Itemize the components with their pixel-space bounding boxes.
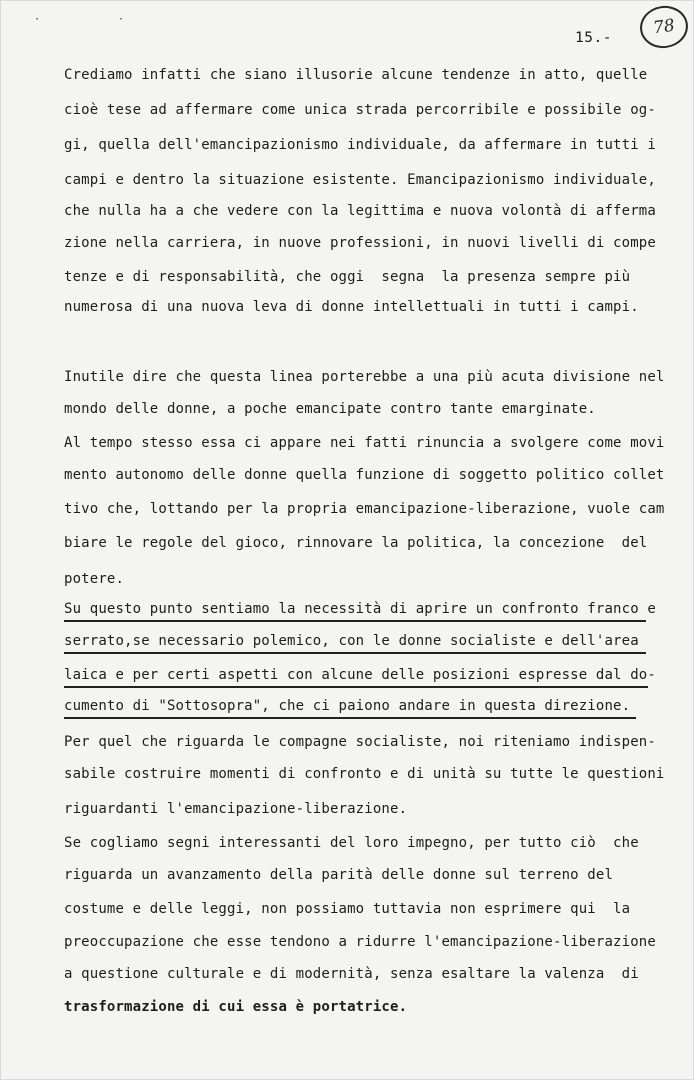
underlined-line: laica e per certi aspetti con alcune delle posizioni espresse dal do-: [64, 667, 656, 683]
underlined-line: Su questo punto sentiamo la necessità di aprire un confronto franco e: [64, 601, 656, 617]
underline-rule: [64, 620, 646, 622]
text-line: Se cogliamo segni interessanti del loro impegno, per tutto ciò che: [64, 835, 639, 851]
text-line: numerosa di una nuova leva di donne intellettuali in tutti i campi.: [64, 299, 639, 315]
scan-specks: · ·: [34, 14, 161, 25]
text-line: mondo delle donne, a poche emancipate contro tante emarginate.: [64, 401, 596, 417]
underlined-line: cumento di "Sottosopra", che ci paiono andare in questa direzione.: [64, 698, 631, 714]
text-line: Per quel che riguarda le compagne socialiste, noi riteniamo indispen-: [64, 734, 656, 750]
underline-rule: [64, 686, 648, 688]
text-line: gi, quella dell'emancipazionismo individuale, da affermare in tutti i: [64, 137, 656, 153]
text-line: Inutile dire che questa linea porterebbe a una più acuta divisione nel: [64, 369, 665, 385]
text-line: costume e delle leggi, non possiamo tuttavia non esprimere qui la: [64, 901, 631, 917]
text-line: cioè tese ad affermare come unica strada percorribile e possibile og-: [64, 102, 656, 118]
text-line: trasformazione di cui essa è portatrice.: [64, 999, 408, 1015]
text-line: mento autonomo delle donne quella funzione di soggetto politico collet: [64, 467, 665, 483]
page-number: 15.-: [575, 30, 612, 46]
text-line: Al tempo stesso essa ci appare nei fatti rinuncia a svolgere come movi: [64, 435, 665, 451]
text-line: potere.: [64, 571, 125, 587]
underlined-line: serrato,se necessario polemico, con le donne socialiste e dell'area: [64, 633, 639, 649]
text-line: tivo che, lottando per la propria emancipazione-liberazione, vuole cam: [64, 501, 665, 517]
text-line: Crediamo infatti che siano illusorie alcune tendenze in atto, quelle: [64, 67, 648, 83]
text-line: che nulla ha a che vedere con la legittima e nuova volontà di afferma: [64, 203, 656, 219]
text-line: campi e dentro la situazione esistente. Emancipazionismo individuale,: [64, 172, 656, 188]
handwritten-folio-number: 78: [637, 3, 690, 51]
text-line: preoccupazione che esse tendono a ridurre l'emancipazione-liberazione: [64, 934, 656, 950]
underline-rule: [64, 717, 636, 719]
text-line: a questione culturale e di modernità, senza esaltare la valenza di: [64, 966, 639, 982]
underline-rule: [64, 652, 646, 654]
text-line: sabile costruire momenti di confronto e di unità su tutte le questioni: [64, 766, 665, 782]
text-line: tenze e di responsabilità, che oggi segna la presenza sempre più: [64, 269, 631, 285]
text-line: riguardanti l'emancipazione-liberazione.: [64, 801, 408, 817]
text-line: zione nella carriera, in nuove professioni, in nuovi livelli di compe: [64, 235, 656, 251]
text-line: biare le regole del gioco, rinnovare la politica, la concezione del: [64, 535, 648, 551]
text-line: riguarda un avanzamento della parità delle donne sul terreno del: [64, 867, 614, 883]
